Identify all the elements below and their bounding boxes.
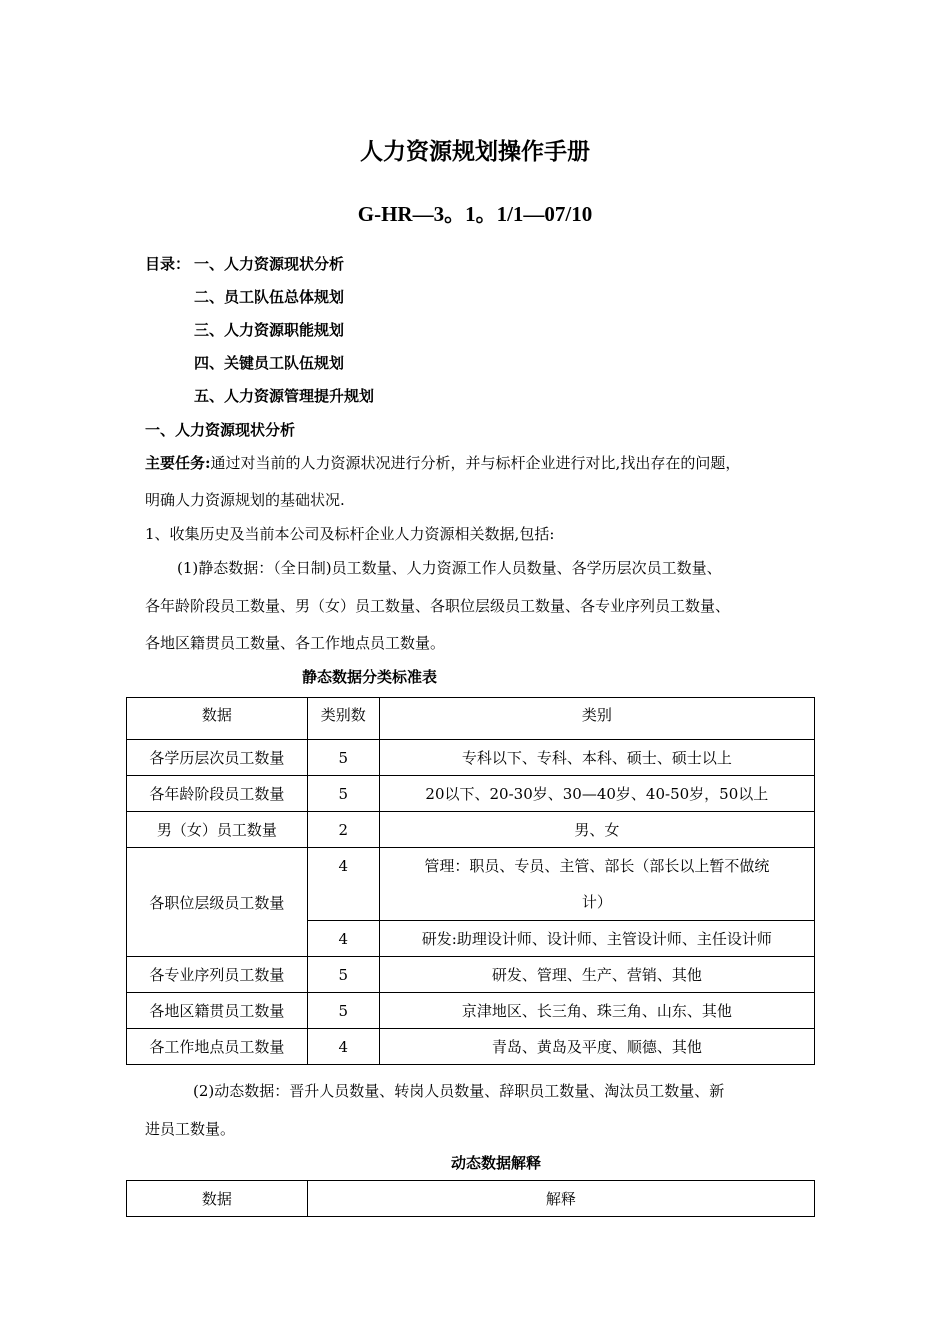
cell-count: 5 (307, 957, 379, 993)
static-data-line-3: 各地区籍贯员工数量、各工作地点员工数量。 (145, 634, 446, 652)
table-row (127, 1029, 815, 1065)
table-row (127, 740, 815, 776)
cell-data: 各职位层级员工数量 (127, 848, 308, 957)
toc-item-4: 四、关键员工队伍规划 (194, 354, 345, 372)
cell-category-line-1: 管理：职员、专员、主管、部长（部长以上暂不做统 (424, 857, 770, 875)
toc-item-3: 三、人力资源职能规划 (194, 321, 345, 339)
cell-data: 各专业序列员工数量 (127, 957, 308, 993)
table-header-row (127, 1181, 815, 1217)
cell-category: 京津地区、长三角、珠三角、山东、其他 (379, 993, 814, 1029)
header-data: 数据 (127, 1181, 308, 1217)
toc-item-2: 二、员工队伍总体规划 (194, 288, 345, 306)
main-task-label: 主要任务: (145, 454, 211, 472)
page-title: 人力资源规划操作手册 (360, 138, 590, 165)
document-code: G-HR—3。1。1/1—07/10 (357, 202, 593, 226)
toc-item-1: 一、人力资源现状分析 (194, 255, 345, 273)
table-row (127, 812, 815, 848)
main-task-text-cont: 明确人力资源规划的基础状况. (145, 491, 345, 509)
toc-label: 目录： (145, 255, 191, 273)
header-data: 数据 (127, 698, 308, 740)
table-row (127, 957, 815, 993)
cell-category: 20以下、20-30岁、30—40岁、40-50岁，50以上 (379, 776, 814, 812)
cell-category: 青岛、黄岛及平度、顺德、其他 (379, 1029, 814, 1065)
section-heading: 一、人力资源现状分析 (145, 421, 296, 439)
main-task-text: 通过对当前的人力资源状况进行分析，并与标杆企业进行对比,找出存在的问题， (210, 454, 741, 472)
table1-caption: 静态数据分类标准表 (302, 668, 438, 686)
cell-data: 各工作地点员工数量 (127, 1029, 308, 1065)
cell-count: 4 (307, 921, 379, 957)
static-data-line-2: 各年龄阶段员工数量、男（女）员工数量、各职位层级员工数量、各专业序列员工数量、 (145, 597, 731, 615)
cell-data: 男（女）员工数量 (127, 812, 308, 848)
cell-count: 5 (307, 740, 379, 776)
cell-category: 研发、管理、生产、营销、其他 (379, 957, 814, 993)
static-data-table (126, 697, 815, 1065)
cell-count: 5 (307, 776, 379, 812)
header-count: 类别数 (307, 698, 379, 740)
table-row (127, 848, 815, 921)
cell-count: 4 (307, 848, 379, 921)
table-row (127, 776, 815, 812)
cell-data: 各年龄阶段员工数量 (127, 776, 308, 812)
cell-count: 5 (307, 993, 379, 1029)
dynamic-data-line-1: (2)动态数据：晋升人员数量、转岗人员数量、辞职员工数量、淘汰员工数量、新 (193, 1082, 725, 1100)
table-header-row (127, 698, 815, 740)
table-row (127, 993, 815, 1029)
header-category: 类别 (379, 698, 814, 740)
cell-data: 各学历层次员工数量 (127, 740, 308, 776)
dynamic-data-line-2: 进员工数量。 (145, 1120, 236, 1138)
static-data-line-1: (1)静态数据：（全日制)员工数量、人力资源工作人员数量、各学历层次员工数量、 (177, 559, 722, 577)
cell-category: 专科以下、专科、本科、硕士、硕士以上 (379, 740, 814, 776)
dynamic-data-table (126, 1180, 815, 1217)
cell-data: 各地区籍贯员工数量 (127, 993, 308, 1029)
table2-caption: 动态数据解释 (451, 1154, 542, 1172)
cell-category: 男、女 (379, 812, 814, 848)
cell-count: 4 (307, 1029, 379, 1065)
cell-category: 研发:助理设计师、设计师、主管设计师、主任设计师 (379, 921, 814, 957)
cell-category-line-2: 计） (581, 893, 612, 911)
cell-category-multiline (379, 848, 814, 921)
header-explanation: 解释 (307, 1181, 814, 1217)
main-task-paragraph (145, 452, 740, 473)
toc-item-5: 五、人力资源管理提升规划 (194, 387, 375, 405)
item-1-text: 1、收集历史及当前本公司及标杆企业人力资源相关数据,包括: (145, 525, 555, 543)
cell-count: 2 (307, 812, 379, 848)
